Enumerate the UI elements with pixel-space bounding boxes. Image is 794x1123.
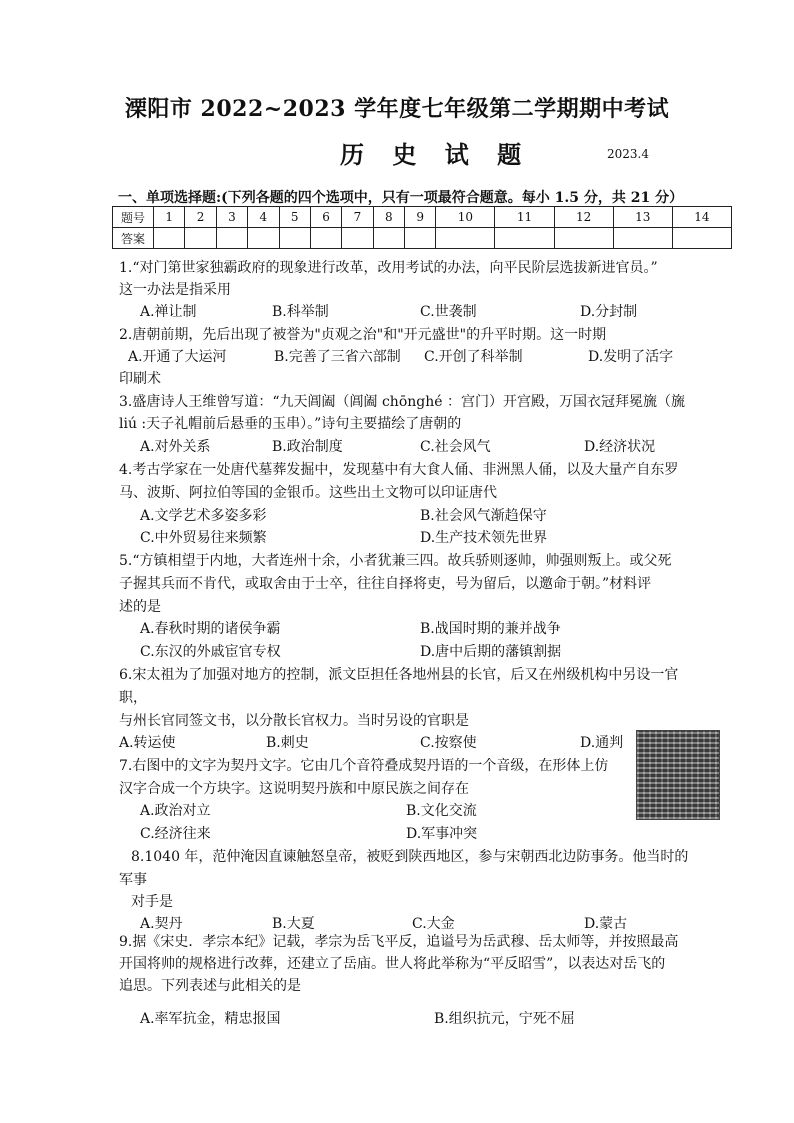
option-c: C.东汉的外戚宦官专权 [140, 644, 281, 660]
option-a: A.转运使 [119, 735, 176, 751]
option-a: A.禅让制 [140, 304, 197, 320]
answer-cell[interactable] [248, 228, 279, 249]
answer-cell[interactable] [672, 228, 731, 249]
question-5-text: 5.“方镇相望于内地，大者连州十余，小者犹兼三四。故兵骄则逐帅，帅强则叛上。或父死 [119, 553, 672, 569]
option-b: B.刺史 [266, 735, 309, 751]
question-number: 2 [185, 207, 216, 228]
option-b: B.组织抗元，宁死不屈 [434, 1011, 575, 1027]
option-d: D.通判 [580, 735, 624, 751]
answer-cell[interactable] [310, 228, 341, 249]
option-a: A.对外关系 [140, 439, 211, 455]
option-b: B.大夏 [272, 916, 315, 932]
question-9-text: 开国将帅的规格进行改葬，还建立了岳庙。世人将此举称为“平反昭雪”，以表达对岳飞的 [119, 956, 666, 972]
question-8-text: 8.1040 年，范仲淹因直谏触怒皇帝，被贬到陕西地区，参与宋朝西北边防事务。他当时的 [131, 849, 689, 865]
question-5-text: 子握其兵而不肯代，或取舍由于士卒，往往自择将吏，号为留后，以邀命于朝。”材料评 [119, 576, 652, 592]
question-number: 1 [154, 207, 185, 228]
question-9-text: 9.据《宋史．孝宗本纪》记载，孝宗为岳飞平反，追谥号为岳武穆、岳太师等，并按照最高 [119, 934, 679, 950]
option-a: A.契丹 [140, 916, 183, 932]
option-a: A.开通了大运河 [128, 349, 227, 365]
option-a: A.政治对立 [140, 803, 211, 819]
option-c: C.中外贸易往来频繁 [140, 530, 267, 546]
option-c: C.社会风气 [420, 439, 491, 455]
answer-cell[interactable] [405, 228, 436, 249]
question-number: 7 [342, 207, 373, 228]
option-b: B.科举制 [272, 304, 329, 320]
option-c: C.经济往来 [140, 826, 211, 842]
question-9-text: 追思。下列表述与此相关的是 [119, 978, 301, 994]
option-a: A.文学艺术多姿多彩 [140, 508, 267, 524]
answer-cell[interactable] [154, 228, 185, 249]
option-b: B.社会风气渐趋保守 [420, 508, 547, 524]
question-number: 13 [613, 207, 672, 228]
question-8-text: 军事 [119, 872, 147, 888]
exam-subtitle: 历 史 试 题 [340, 140, 532, 169]
answer-cell[interactable] [436, 228, 495, 249]
question-6-text: 6.宋太祖为了加强对地方的控制，派文臣担任各地州县的长官，后又在州级机构中另设一官 [119, 667, 679, 683]
question-8-text: 对手是 [131, 894, 173, 910]
answer-cell[interactable] [613, 228, 672, 249]
option-d: D.分封制 [580, 304, 638, 320]
option-c: C.大金 [412, 916, 455, 932]
answer-cell[interactable] [185, 228, 216, 249]
question-number: 6 [310, 207, 341, 228]
question-2-text: 2.唐朝前期，先后出现了被誉为"贞观之治"和"开元盛世"的升平时期。这一时期 [119, 327, 607, 343]
option-c: C.按察使 [420, 735, 477, 751]
question-number: 14 [672, 207, 731, 228]
option-d: D.军事冲突 [406, 826, 478, 842]
option-d: D.经济状况 [584, 439, 656, 455]
exam-title: 溧阳市 2022~2023 学年度七年级第二学期期中考试 [124, 96, 670, 122]
question-number: 10 [436, 207, 495, 228]
answer-cell[interactable] [216, 228, 247, 249]
section-heading: 一、单项选择题:(下列各题的四个选项中，只有一项最符合题意。每小 1.5 分，共 21 分） [118, 190, 684, 206]
question-4-text: 马、波斯、阿拉伯等国的金银币。这些出土文物可以印证唐代 [119, 485, 497, 501]
question-1-text: 这一办法是指采用 [119, 282, 231, 298]
question-6-text: 职， [119, 690, 147, 706]
row-label: 答案 [113, 228, 154, 249]
question-7-text: 汉字合成一个方块字。这说明契丹族和中原民族之间存在 [119, 781, 469, 797]
option-c: C.开创了科举制 [424, 349, 523, 365]
answer-cell[interactable] [342, 228, 373, 249]
question-number: 11 [495, 207, 554, 228]
answer-cell[interactable] [495, 228, 554, 249]
option-d: D.发明了活字 [588, 349, 674, 365]
answer-cell[interactable] [279, 228, 310, 249]
option-a: A.春秋时期的诸侯争霸 [140, 621, 281, 637]
option-d: D.唐中后期的藩镇割据 [420, 644, 562, 660]
question-2-text: 印刷术 [119, 371, 161, 387]
option-c: C.世袭制 [420, 304, 477, 320]
question-number: 12 [554, 207, 613, 228]
option-d: D.蒙古 [584, 916, 628, 932]
question-5-text: 述的是 [119, 599, 161, 615]
question-6-text: 与州长官同签文书，以分散长官权力。当时另设的官职是 [119, 713, 469, 729]
answer-cell[interactable] [373, 228, 404, 249]
question-4-text: 4.考古学家在一处唐代墓葬发掘中，发现墓中有大食人俑、非洲黑人俑，以及大量产自东罗 [119, 462, 679, 478]
answer-table [112, 206, 732, 249]
table-row [113, 207, 732, 228]
question-number: 8 [373, 207, 404, 228]
option-b: B.文化交流 [406, 803, 477, 819]
exam-date: 2023.4 [607, 147, 649, 161]
table-row [113, 228, 732, 249]
question-7-text: 7.右图中的文字为契丹文字。它由几个音符叠成契丹语的一个音级，在形体上仿 [119, 758, 609, 774]
question-number: 4 [248, 207, 279, 228]
option-b: B.政治制度 [272, 439, 343, 455]
option-d: D.生产技术领先世界 [420, 530, 548, 546]
question-3-text: 3.盛唐诗人王维曾写道：“九天阊阖（阊阖 chōnghé ：宫门）开宫殿，万国衣冠拜冕旒（旒 [119, 394, 685, 410]
option-b: B.完善了三省六部制 [274, 349, 401, 365]
question-number: 5 [279, 207, 310, 228]
question-3-text: liú :天子礼帽前后悬垂的玉串）。”诗句主要描绘了唐朝的 [119, 416, 462, 432]
row-label: 题号 [113, 207, 154, 228]
question-number: 3 [216, 207, 247, 228]
answer-cell[interactable] [554, 228, 613, 249]
option-a: A.率军抗金，精忠报国 [140, 1011, 281, 1027]
khitan-script-image [636, 730, 720, 820]
option-b: B.战国时期的兼并战争 [420, 621, 561, 637]
question-1-text: 1.“对门第世家独霸政府的现象进行改革，改用考试的办法，向平民阶层选拔新进官员。” [119, 260, 658, 276]
question-number: 9 [405, 207, 436, 228]
